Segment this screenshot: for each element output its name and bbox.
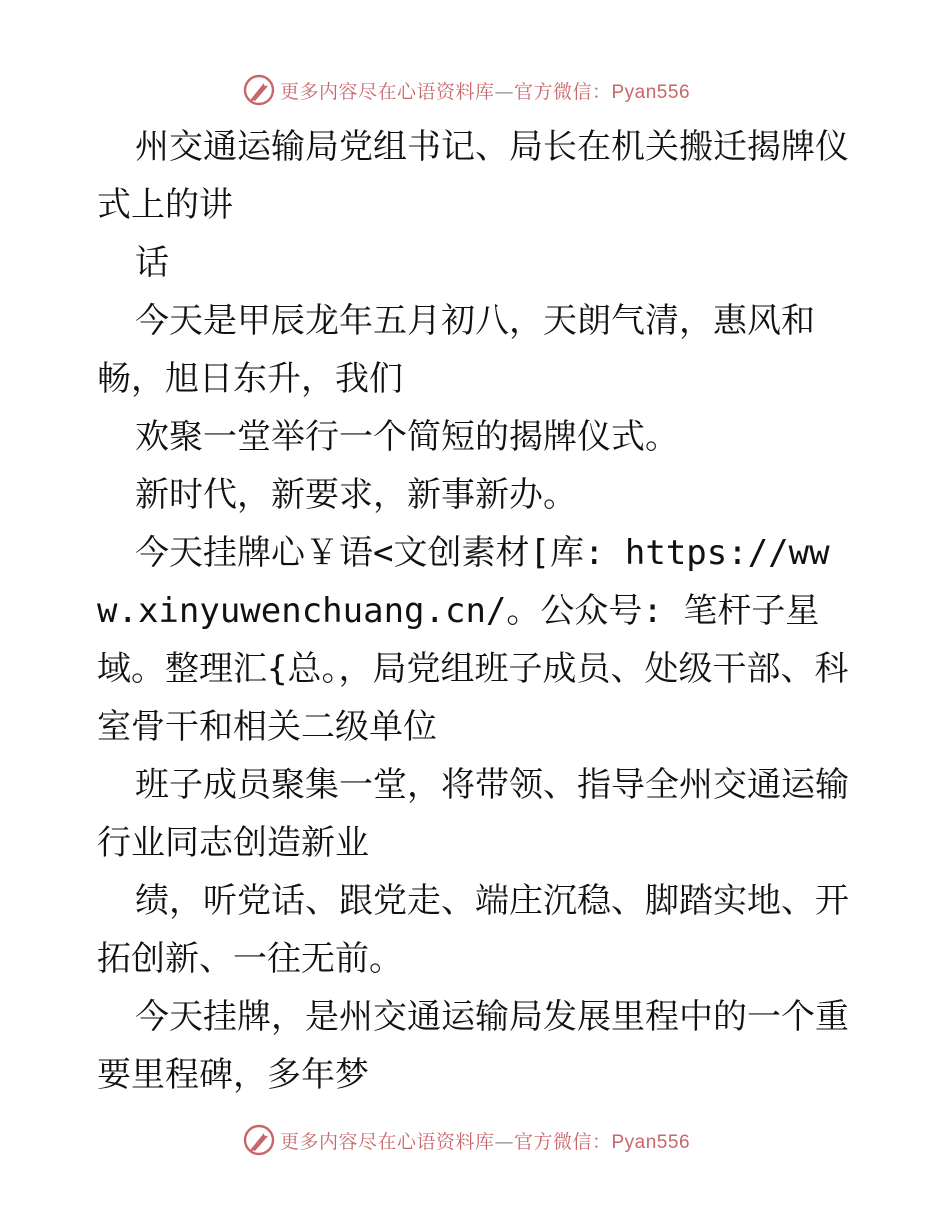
footer-separator: — <box>494 1130 514 1153</box>
header-banner-content <box>242 73 690 107</box>
paragraph: 绩，听党话、跟党走、端庄沉稳、脚踏实地、开拓创新、一往无前。 <box>97 881 849 979</box>
paragraph: 今天挂牌心￥语<文创素材[库: https://www.xinyuwenchuang.cn/。公众号: 笔杆子星域。整理汇{总。，局党组班子成员、处级干部、科室骨干和相关二级单位 <box>97 533 849 747</box>
quill-pen-logo-icon <box>242 73 276 107</box>
header-promo-text: 更多内容尽在心语资料库 <box>279 80 495 103</box>
header-wechat-label: 官方微信： <box>513 80 612 103</box>
paragraph: 今天是甲辰龙年五月初八，天朗气清，惠风和畅，旭日东升，我们 <box>97 301 815 399</box>
quill-pen-logo-icon <box>242 1123 276 1157</box>
footer-wechat-id: Pyan556 <box>611 1131 691 1153</box>
paragraph-title-continued: 话 <box>135 243 169 283</box>
footer-banner <box>0 1120 950 1160</box>
paragraph: 新时代，新要求，新事新办。 <box>135 475 577 515</box>
header-banner-text <box>280 77 690 104</box>
footer-promo-text: 更多内容尽在心语资料库 <box>279 1130 495 1153</box>
footer-banner-text <box>280 1127 690 1154</box>
paragraph: 欢聚一堂举行一个简短的揭牌仪式。 <box>135 417 679 457</box>
header-banner <box>0 70 950 110</box>
paragraph: 今天挂牌，是州交通运输局发展里程中的一个重要里程碑，多年梦 <box>97 997 849 1095</box>
header-separator: — <box>494 80 514 103</box>
header-wechat-id: Pyan556 <box>611 81 691 103</box>
footer-banner-content <box>242 1123 690 1157</box>
paragraph: 班子成员聚集一堂，将带领、指导全州交通运输行业同志创造新业 <box>97 765 849 863</box>
document-body <box>97 118 857 1104</box>
footer-wechat-label: 官方微信： <box>513 1130 612 1153</box>
paragraph-title: 州交通运输局党组书记、局长在机关搬迁揭牌仪式上的讲 <box>97 127 849 225</box>
